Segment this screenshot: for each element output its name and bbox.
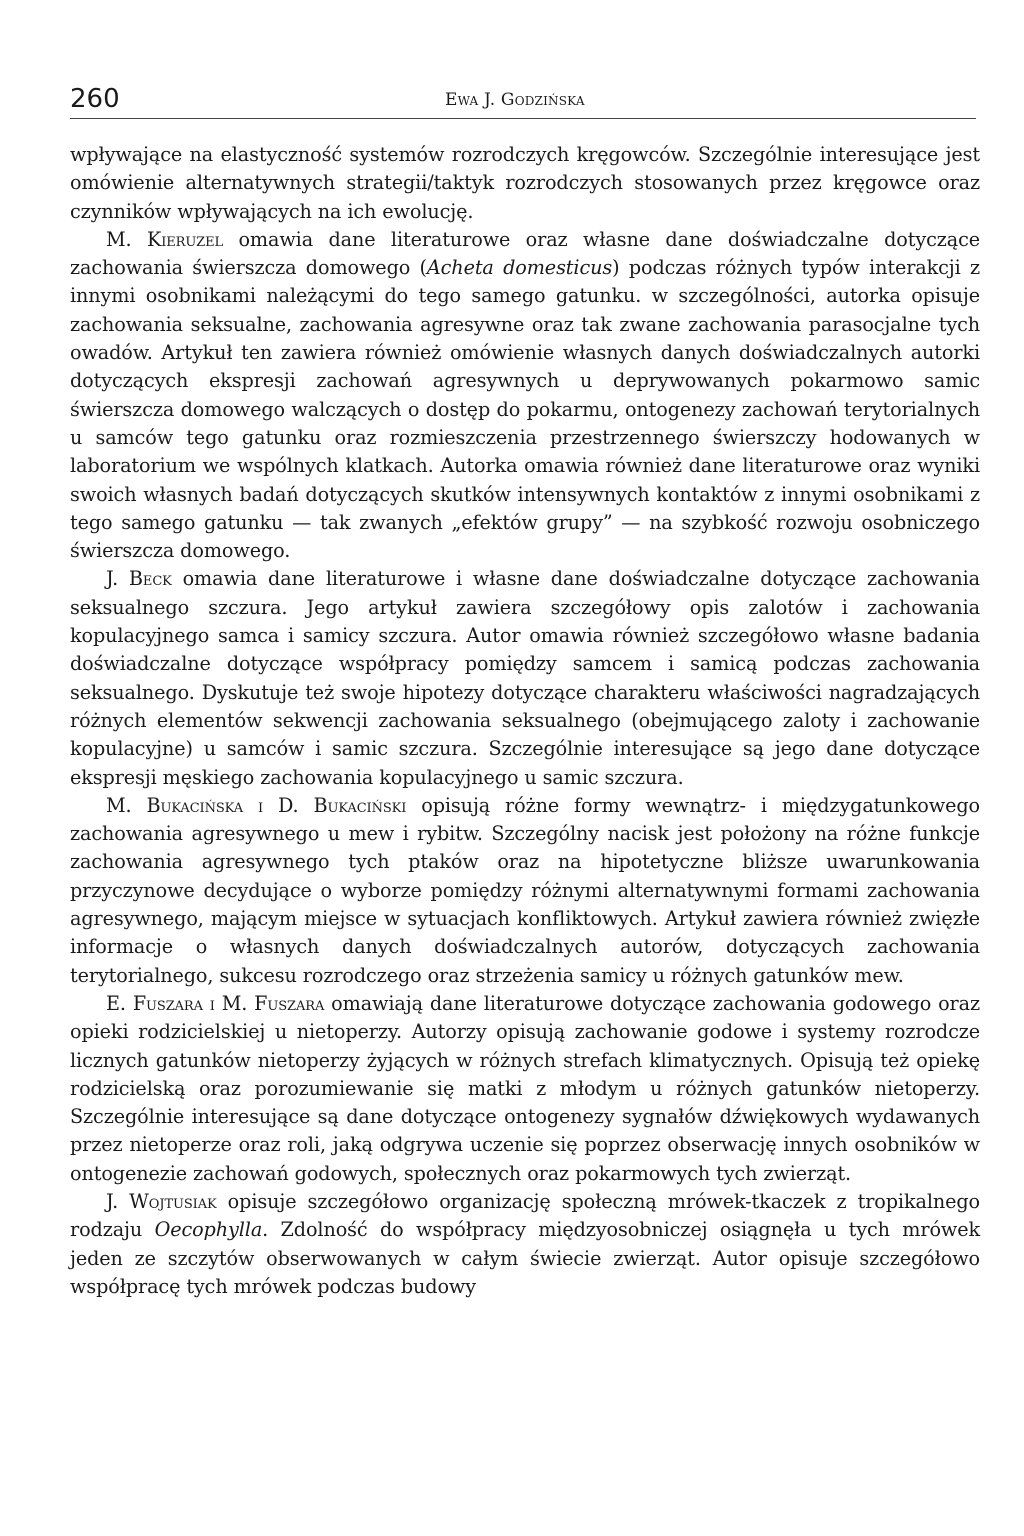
paragraph-4: [70, 792, 980, 990]
body-text: [70, 141, 980, 1301]
paragraph-3: [70, 565, 980, 791]
paragraph-text: omawia dane literaturowe i własne dane doświadczalne dotyczące zachowania seksualnego szczura. Jego artykuł zawiera szczegółowy opis zalotów i zachowania kopulacyjnego samca i samicy szczura. Autor omawia również szczegółowo własne badania doświadczalne dotyczące współpracy pomiędzy samcem i samicą podczas zachowania seksualnego. Dyskutuje też swoje hipotezy dotyczące charakteru właściwości nagradzających różnych elementów sekwencji zachowania seksualnego (obejmującego zaloty i zachowanie kopulacyjne) u samców i samic szczura. Szczególnie interesujące są jego dane dotyczące ekspresji męskiego zachowania kopulacyjnego u samic szczura.: [70, 567, 980, 789]
paragraph-text: omawiają dane literaturowe dotyczące zachowania godowego oraz opieki rodzicielskiej u nietoperzy. Autorzy opisują zachowanie godowe i systemy rozrodcze licznych gatunków nietoperzy żyjących w różnych strefach klimatycznych. Opisują też opiekę rodzicielską oraz porozumiewanie się matki z młodym u różnych gatunków nietoperzy. Szczególnie interesujące są dane dotyczące ontogenezy sygnałów dźwiękowych wydawanych przez nietoperze oraz roli, jaką odgrywa uczenie się poprzez obserwację innych osobników w ontogenezie zachowań godowych, społecznych oraz pokarmowych tych zwierząt.: [70, 991, 980, 1185]
author-name: E. Fuszara i M. Fuszara: [106, 991, 325, 1015]
species-name: Acheta domesticus: [426, 256, 613, 280]
paragraph-text: . Zdolność do współpracy międzyosobniczej osiągnęła u tych mrówek jeden ze szczytów obserwowanych w całym świecie zwierząt. Autor opisuje szczegółowo współpracę tych mrówek podczas budowy: [70, 1218, 981, 1298]
paragraph-5: [70, 990, 980, 1188]
author-name: M. Kieruzel: [106, 227, 224, 251]
paragraph-text: opisuje szczegółowo organizację społeczną mrówek-tkaczek z tropikalnego rodzaju: [70, 1189, 981, 1242]
running-head-author: Ewa J. Godzińska: [445, 90, 585, 110]
paragraph-1: [70, 141, 980, 226]
paragraph-text: ) podczas różnych typów interakcji z innymi osobnikami należącymi do tego samego gatunku. w szczególności, autorka opisuje zachowania seksualne, zachowania agresywne oraz tak zwane zachowania parasocjalne tych owadów. Artykuł ten zawiera również omówienie własnych danych doświadczalnych autorki dotyczących ekspresji zachowań agresywnych u deprywowanych pokarmowo samic świerszcza domowego walczących o dostęp do pokarmu, ontogenezy zachowań terytorialnych u samców tego gatunku oraz rozmieszczenia przestrzennego świerszczy hodowanych w laboratorium we wspólnych klatkach. Autorka omawia również dane literaturowe oraz wyniki swoich własnych badań dotyczących skutków intensywnych kontaktów z innymi osobnikami z tego samego gatunku — tak zwanych „efektów grupy” — na szybkość rozwoju osobniczego świerszcza domowego.: [70, 256, 981, 563]
page-number: 260: [70, 84, 120, 114]
author-name: J. Wojtusiak: [106, 1189, 217, 1213]
paragraph-6: [70, 1188, 980, 1301]
paragraph-text: omawia dane literaturowe oraz własne dane doświadczalne dotyczące zachowania świerszcza domowego (: [70, 227, 980, 280]
genus-name: Oecophylla: [154, 1218, 263, 1242]
paragraph-1-text: wpływające na elastyczność systemów rozrodczych kręgowców. Szczególnie interesujące jest omówienie alternatywnych strategii/taktyk rozrodczych stosowanych przez kręgowce oraz czynników wpływających na ich ewolucję.: [70, 143, 980, 223]
author-name: M. Bukacińska i D. Bukaciński: [106, 793, 407, 817]
paragraph-2: [70, 226, 980, 566]
author-name: J. Beck: [106, 567, 172, 591]
page-header: [70, 84, 976, 119]
paragraph-text: opisują różne formy wewnątrz- i międzygatunkowego zachowania agresywnego u mew i rybitw. Szczególny nacisk jest położony na różne funkcje zachowania agresywnego tych ptaków oraz na hipotetyczne bliższe uwarunkowania przyczynowe decydujące o wyborze pomiędzy różnymi alternatywnymi formami zachowania agresywnego, mającym miejsce w sytuacjach konfliktowych. Artykuł zawiera również zwięzłe informacje o własnych danych doświadczalnych autorów, dotyczących zachowania terytorialnego, sukcesu rozrodczego oraz strzeżenia samicy u różnych gatunków mew.: [70, 793, 980, 987]
